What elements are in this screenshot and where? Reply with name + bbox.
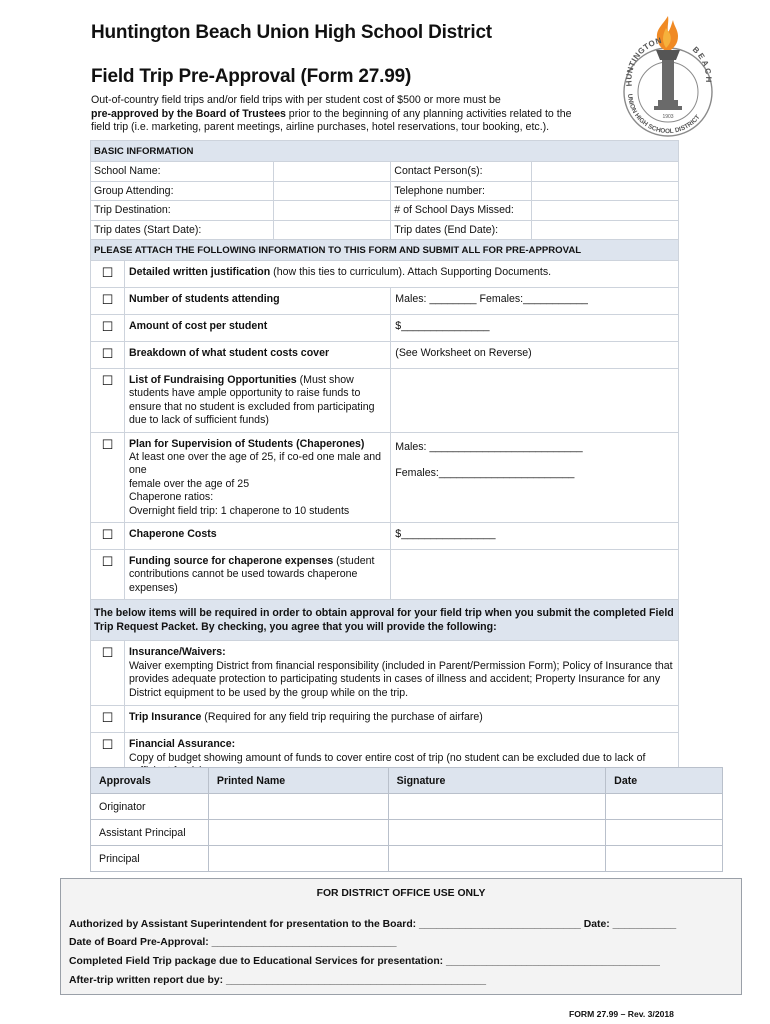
required-item-insurance bbox=[124, 641, 678, 706]
district-office-box bbox=[60, 878, 742, 995]
funding-source-field[interactable] bbox=[391, 550, 679, 600]
basic-row bbox=[91, 220, 679, 240]
checklist-row bbox=[91, 288, 679, 315]
intro-line-3: field trip (i.e. marketing, parent meetings, airline purchases, hotel reservations, tour booking, etc.). bbox=[91, 121, 550, 134]
district-name: Huntington Beach Union High School District bbox=[91, 22, 492, 43]
printed-name-field[interactable] bbox=[208, 794, 388, 820]
school-name-field[interactable] bbox=[273, 162, 391, 182]
school-name-label[interactable]: School Name: bbox=[91, 162, 274, 182]
checkbox[interactable]: ☐ bbox=[91, 342, 125, 369]
basic-row bbox=[91, 162, 679, 182]
start-date-field[interactable] bbox=[273, 220, 391, 240]
item-title: Plan for Supervision of Students (Chaperones) bbox=[128, 437, 365, 450]
checkbox[interactable]: ☐ bbox=[91, 369, 125, 433]
breakdown-value: (See Worksheet on Reverse) bbox=[391, 342, 679, 369]
checklist-row bbox=[91, 641, 679, 706]
checklist-item-breakdown bbox=[124, 342, 390, 369]
report-due-line[interactable]: After-trip written report due by: _____________________________________________ bbox=[69, 975, 487, 986]
basic-row bbox=[91, 201, 679, 221]
supervision-line: female over the age of 25 bbox=[128, 477, 250, 490]
telephone-field[interactable] bbox=[532, 181, 679, 201]
approver-role: Assistant Principal bbox=[91, 820, 209, 846]
supervision-line: Chaperone ratios: bbox=[128, 491, 214, 504]
students-value-field[interactable]: Males: ________ Females:___________ bbox=[391, 288, 679, 315]
item-title: Financial Assurance: bbox=[128, 738, 236, 751]
approvals-header-row bbox=[91, 768, 723, 794]
checklist-item-funding-source bbox=[124, 550, 390, 600]
checkbox[interactable]: ☐ bbox=[91, 523, 125, 550]
checklist-row bbox=[91, 315, 679, 342]
checklist-item-cost bbox=[124, 315, 390, 342]
telephone-label[interactable]: Telephone number: bbox=[391, 181, 532, 201]
checklist-row bbox=[91, 342, 679, 369]
date-field[interactable] bbox=[606, 794, 723, 820]
checklist-row bbox=[91, 550, 679, 600]
checklist-row bbox=[91, 369, 679, 433]
approver-role: Originator bbox=[91, 794, 209, 820]
checkbox[interactable]: ☐ bbox=[91, 733, 125, 785]
group-attending-label[interactable]: Group Attending: bbox=[91, 181, 274, 201]
approvals-table bbox=[90, 767, 723, 872]
cost-value-field[interactable]: $_______________ bbox=[391, 315, 679, 342]
torch-seal-icon bbox=[618, 12, 718, 140]
approval-row bbox=[91, 820, 723, 846]
signature-field[interactable] bbox=[388, 794, 606, 820]
school-days-missed-label[interactable]: # of School Days Missed: bbox=[391, 201, 532, 221]
seal-right-text: BEACH bbox=[690, 44, 714, 85]
field-trip-form-table bbox=[90, 140, 679, 785]
printed-name-field[interactable] bbox=[208, 820, 388, 846]
intro-bold: pre-approved by the Board of Trustees bbox=[91, 107, 286, 120]
intro-line-2: prior to the beginning of any planning activities related to the bbox=[285, 107, 572, 120]
item-title: Detailed written justification bbox=[128, 266, 271, 278]
printed-name-header: Printed Name bbox=[208, 768, 388, 794]
required-item-trip-insurance bbox=[124, 706, 678, 733]
checklist-row bbox=[91, 523, 679, 550]
date-header: Date bbox=[606, 768, 723, 794]
checkbox[interactable]: ☐ bbox=[91, 288, 125, 315]
item-text: Copy of budget showing amount of funds to cover entire cost of trip (no student can be excluded due to lack of bbox=[128, 751, 646, 764]
form-number: FORM 27.99 – Rev. 3/2018 bbox=[569, 1009, 674, 1019]
checklist-item-fundraising bbox=[124, 369, 390, 433]
item-title: Funding source for chaperone expenses bbox=[128, 555, 334, 568]
checkbox[interactable]: ☐ bbox=[91, 315, 125, 342]
required-items-heading: The below items will be required in order to obtain approval for your field trip when you submit the completed Field Trip Request Packet. By checking, you agree that you will provide the following: bbox=[91, 600, 679, 641]
checklist-item-students bbox=[124, 288, 390, 315]
signature-header: Signature bbox=[388, 768, 606, 794]
item-note: (how this ties to curriculum). Attach Supporting Documents. bbox=[270, 266, 552, 278]
chaperone-cost-field[interactable]: $________________ bbox=[391, 523, 679, 550]
checklist-item-supervision bbox=[124, 432, 390, 522]
item-title: Chaperone Costs bbox=[128, 528, 217, 541]
checkbox[interactable]: ☐ bbox=[91, 550, 125, 600]
approval-row bbox=[91, 846, 723, 872]
approvals-header: Approvals bbox=[91, 768, 209, 794]
approval-row bbox=[91, 794, 723, 820]
date-field[interactable] bbox=[606, 846, 723, 872]
board-approval-date-line[interactable]: Date of Board Pre-Approval: ________________________________ bbox=[69, 937, 397, 948]
end-date-field[interactable] bbox=[532, 220, 679, 240]
attach-heading: PLEASE ATTACH THE FOLLOWING INFORMATION TO THIS FORM AND SUBMIT ALL FOR PRE-APPROVAL bbox=[91, 240, 679, 261]
authorized-line[interactable]: Authorized by Assistant Superintendent for presentation to the Board: ____________________________ Date: ___________ bbox=[69, 919, 677, 930]
checkbox[interactable]: ☐ bbox=[91, 706, 125, 733]
item-title: Amount of cost per student bbox=[128, 320, 268, 332]
date-field[interactable] bbox=[606, 820, 723, 846]
checklist-row bbox=[91, 432, 679, 522]
item-title: List of Fundraising Opportunities bbox=[128, 374, 297, 386]
item-note: (student contributions cannot be used towards chaperone expenses) bbox=[128, 555, 375, 594]
trip-destination-field[interactable] bbox=[273, 201, 391, 221]
seal-year: 1903 bbox=[662, 114, 674, 120]
checkbox[interactable]: ☐ bbox=[91, 432, 125, 522]
males-field[interactable]: Males: __________________________ bbox=[395, 440, 583, 453]
package-due-line[interactable]: Completed Field Trip package due to Educational Services for presentation: _____________________________________ bbox=[69, 956, 660, 967]
contact-person-label[interactable]: Contact Person(s): bbox=[391, 162, 532, 182]
chaperone-gender-fields bbox=[391, 432, 679, 522]
seal-top-text: HUNTINGTON bbox=[624, 35, 663, 87]
checklist-row bbox=[91, 706, 679, 733]
school-days-missed-field[interactable] bbox=[532, 201, 679, 221]
printed-name-field[interactable] bbox=[208, 846, 388, 872]
trip-destination-label[interactable]: Trip Destination: bbox=[91, 201, 274, 221]
item-title: Trip Insurance bbox=[128, 711, 202, 724]
item-text: Waiver exempting District from financial responsibility (included in Parent/Permission Form); Policy of Insurance that provides adequate protection to participating students in cases of illness and accident; Property Insurance for any District equipment to be used by the group while on the trip. bbox=[128, 659, 673, 699]
signature-field[interactable] bbox=[388, 820, 606, 846]
contact-person-field[interactable] bbox=[532, 162, 679, 182]
district-office-title: FOR DISTRICT OFFICE USE ONLY bbox=[316, 888, 486, 899]
checklist-row bbox=[91, 261, 679, 288]
basic-row bbox=[91, 181, 679, 201]
intro-line-1: Out-of-country field trips and/or field trips with per student cost of $500 or more must be bbox=[91, 94, 501, 106]
checkbox[interactable]: ☐ bbox=[91, 641, 125, 706]
seal-bottom-text: UNION HIGH SCHOOL DISTRICT bbox=[625, 93, 702, 136]
signature-field[interactable] bbox=[388, 846, 606, 872]
item-title: Breakdown of what student costs cover bbox=[128, 347, 330, 359]
intro-text bbox=[91, 94, 611, 135]
supervision-line: At least one over the age of 25, if co-ed one male and one bbox=[128, 451, 381, 477]
checklist-item-justification bbox=[124, 261, 678, 288]
end-date-label[interactable]: Trip dates (End Date): bbox=[391, 220, 532, 240]
item-text: (Required for any field trip requiring the purchase of airfare) bbox=[201, 711, 483, 724]
fundraising-value-field[interactable] bbox=[391, 369, 679, 433]
supervision-line: Overnight field trip: 1 chaperone to 10 students bbox=[128, 504, 350, 517]
approver-role: Principal bbox=[91, 846, 209, 872]
item-title: Number of students attending bbox=[128, 293, 280, 305]
checkbox[interactable]: ☐ bbox=[91, 261, 125, 288]
start-date-label[interactable]: Trip dates (Start Date): bbox=[91, 220, 274, 240]
item-note: (Must show students have ample opportunity to raise funds to ensure that no student is excluded from participating due to lack of sufficient funds) bbox=[128, 374, 375, 427]
females-field[interactable]: Females:_______________________ bbox=[395, 467, 575, 480]
group-attending-field[interactable] bbox=[273, 181, 391, 201]
item-title: Insurance/Waivers: bbox=[128, 646, 226, 659]
basic-info-heading: BASIC INFORMATION bbox=[91, 141, 679, 162]
form-title: Field Trip Pre-Approval (Form 27.99) bbox=[91, 66, 412, 87]
checklist-item-chaperone-costs bbox=[124, 523, 390, 550]
